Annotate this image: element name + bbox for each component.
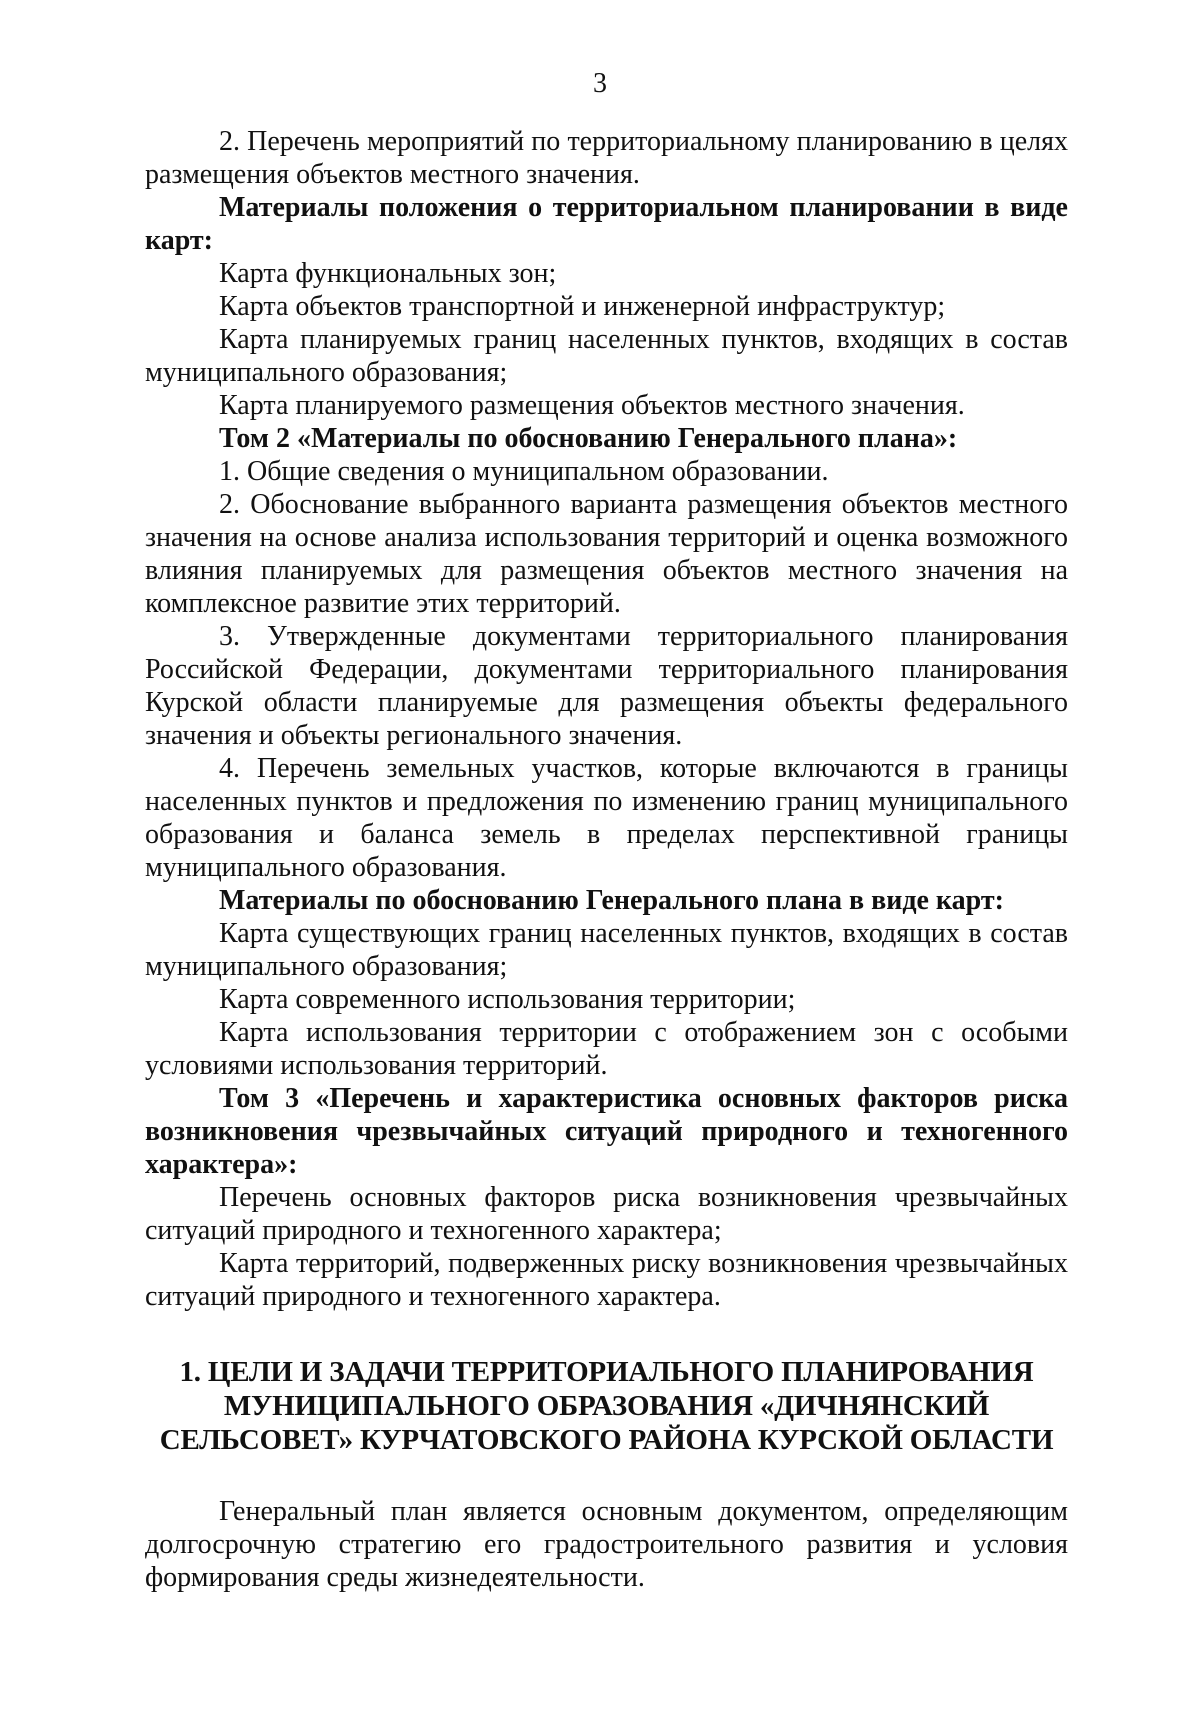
paragraph: Карта использования территории с отображением зон с особыми условиями использования территорий. bbox=[145, 1017, 1068, 1081]
paragraph: 3. Утвержденные документами территориального планирования Российской Федерации, документами территориального планирования Курской области планируемые для размещения объекты федерального значения и объекты регионального значения. bbox=[145, 621, 1068, 751]
paragraph: 2. Перечень мероприятий по территориальному планированию в целях размещения объектов местного значения. bbox=[145, 126, 1068, 190]
subheading: Том 2 «Материалы по обоснованию Генерального плана»: bbox=[219, 423, 958, 454]
paragraph: Карта территорий, подверженных риску возникновения чрезвычайных ситуаций природного и техногенного характера. bbox=[145, 1248, 1068, 1312]
paragraph: 1. Общие сведения о муниципальном образовании. bbox=[219, 456, 829, 487]
section-heading bbox=[145, 1355, 1068, 1457]
section-heading-line: СЕЛЬСОВЕТ» КУРЧАТОВСКОГО РАЙОНА КУРСКОЙ ОБЛАСТИ bbox=[159, 1424, 1054, 1456]
paragraph: 2. Обоснование выбранного варианта размещения объектов местного значения на основе анализа использования территорий и оценка возможного влияния планируемых для размещения объектов местного значения на комплексное развитие этих территорий. bbox=[145, 489, 1068, 619]
subheading: Материалы положения о территориальном планировании в виде карт: bbox=[145, 192, 1068, 256]
section-heading-line: 1. ЦЕЛИ И ЗАДАЧИ ТЕРРИТОРИАЛЬНОГО ПЛАНИРОВАНИЯ bbox=[179, 1356, 1034, 1388]
paragraph: Карта объектов транспортной и инженерной инфраструктур; bbox=[219, 291, 946, 322]
paragraph: Перечень основных факторов риска возникновения чрезвычайных ситуаций природного и техногенного характера; bbox=[145, 1182, 1068, 1246]
subheading: Том 3 «Перечень и характеристика основных факторов риска возникновения чрезвычайных ситуаций природного и техногенного характера»: bbox=[145, 1083, 1068, 1180]
paragraph: Карта планируемых границ населенных пунктов, входящих в состав муниципального образования; bbox=[145, 324, 1068, 388]
paragraph: Карта существующих границ населенных пунктов, входящих в состав муниципального образования; bbox=[145, 918, 1068, 982]
page-number: 3 bbox=[593, 68, 607, 99]
paragraph: Карта современного использования территории; bbox=[219, 984, 796, 1015]
closing-paragraph: Генеральный план является основным документом, определяющим долгосрочную стратегию его градостроительного развития и условия формирования среды жизнедеятельности. bbox=[145, 1496, 1068, 1593]
section-heading-line: МУНИЦИПАЛЬНОГО ОБРАЗОВАНИЯ «ДИЧНЯНСКИЙ bbox=[223, 1390, 990, 1422]
document-body bbox=[145, 125, 1068, 1594]
paragraph: 4. Перечень земельных участков, которые включаются в границы населенных пунктов и предложения по изменению границ муниципального образования и баланса земель в пределах перспективной границы муниципального образования. bbox=[145, 753, 1068, 883]
subheading: Материалы по обоснованию Генерального плана в виде карт: bbox=[219, 885, 1004, 916]
paragraph: Карта функциональных зон; bbox=[219, 258, 557, 289]
paragraph: Карта планируемого размещения объектов местного значения. bbox=[219, 390, 965, 421]
